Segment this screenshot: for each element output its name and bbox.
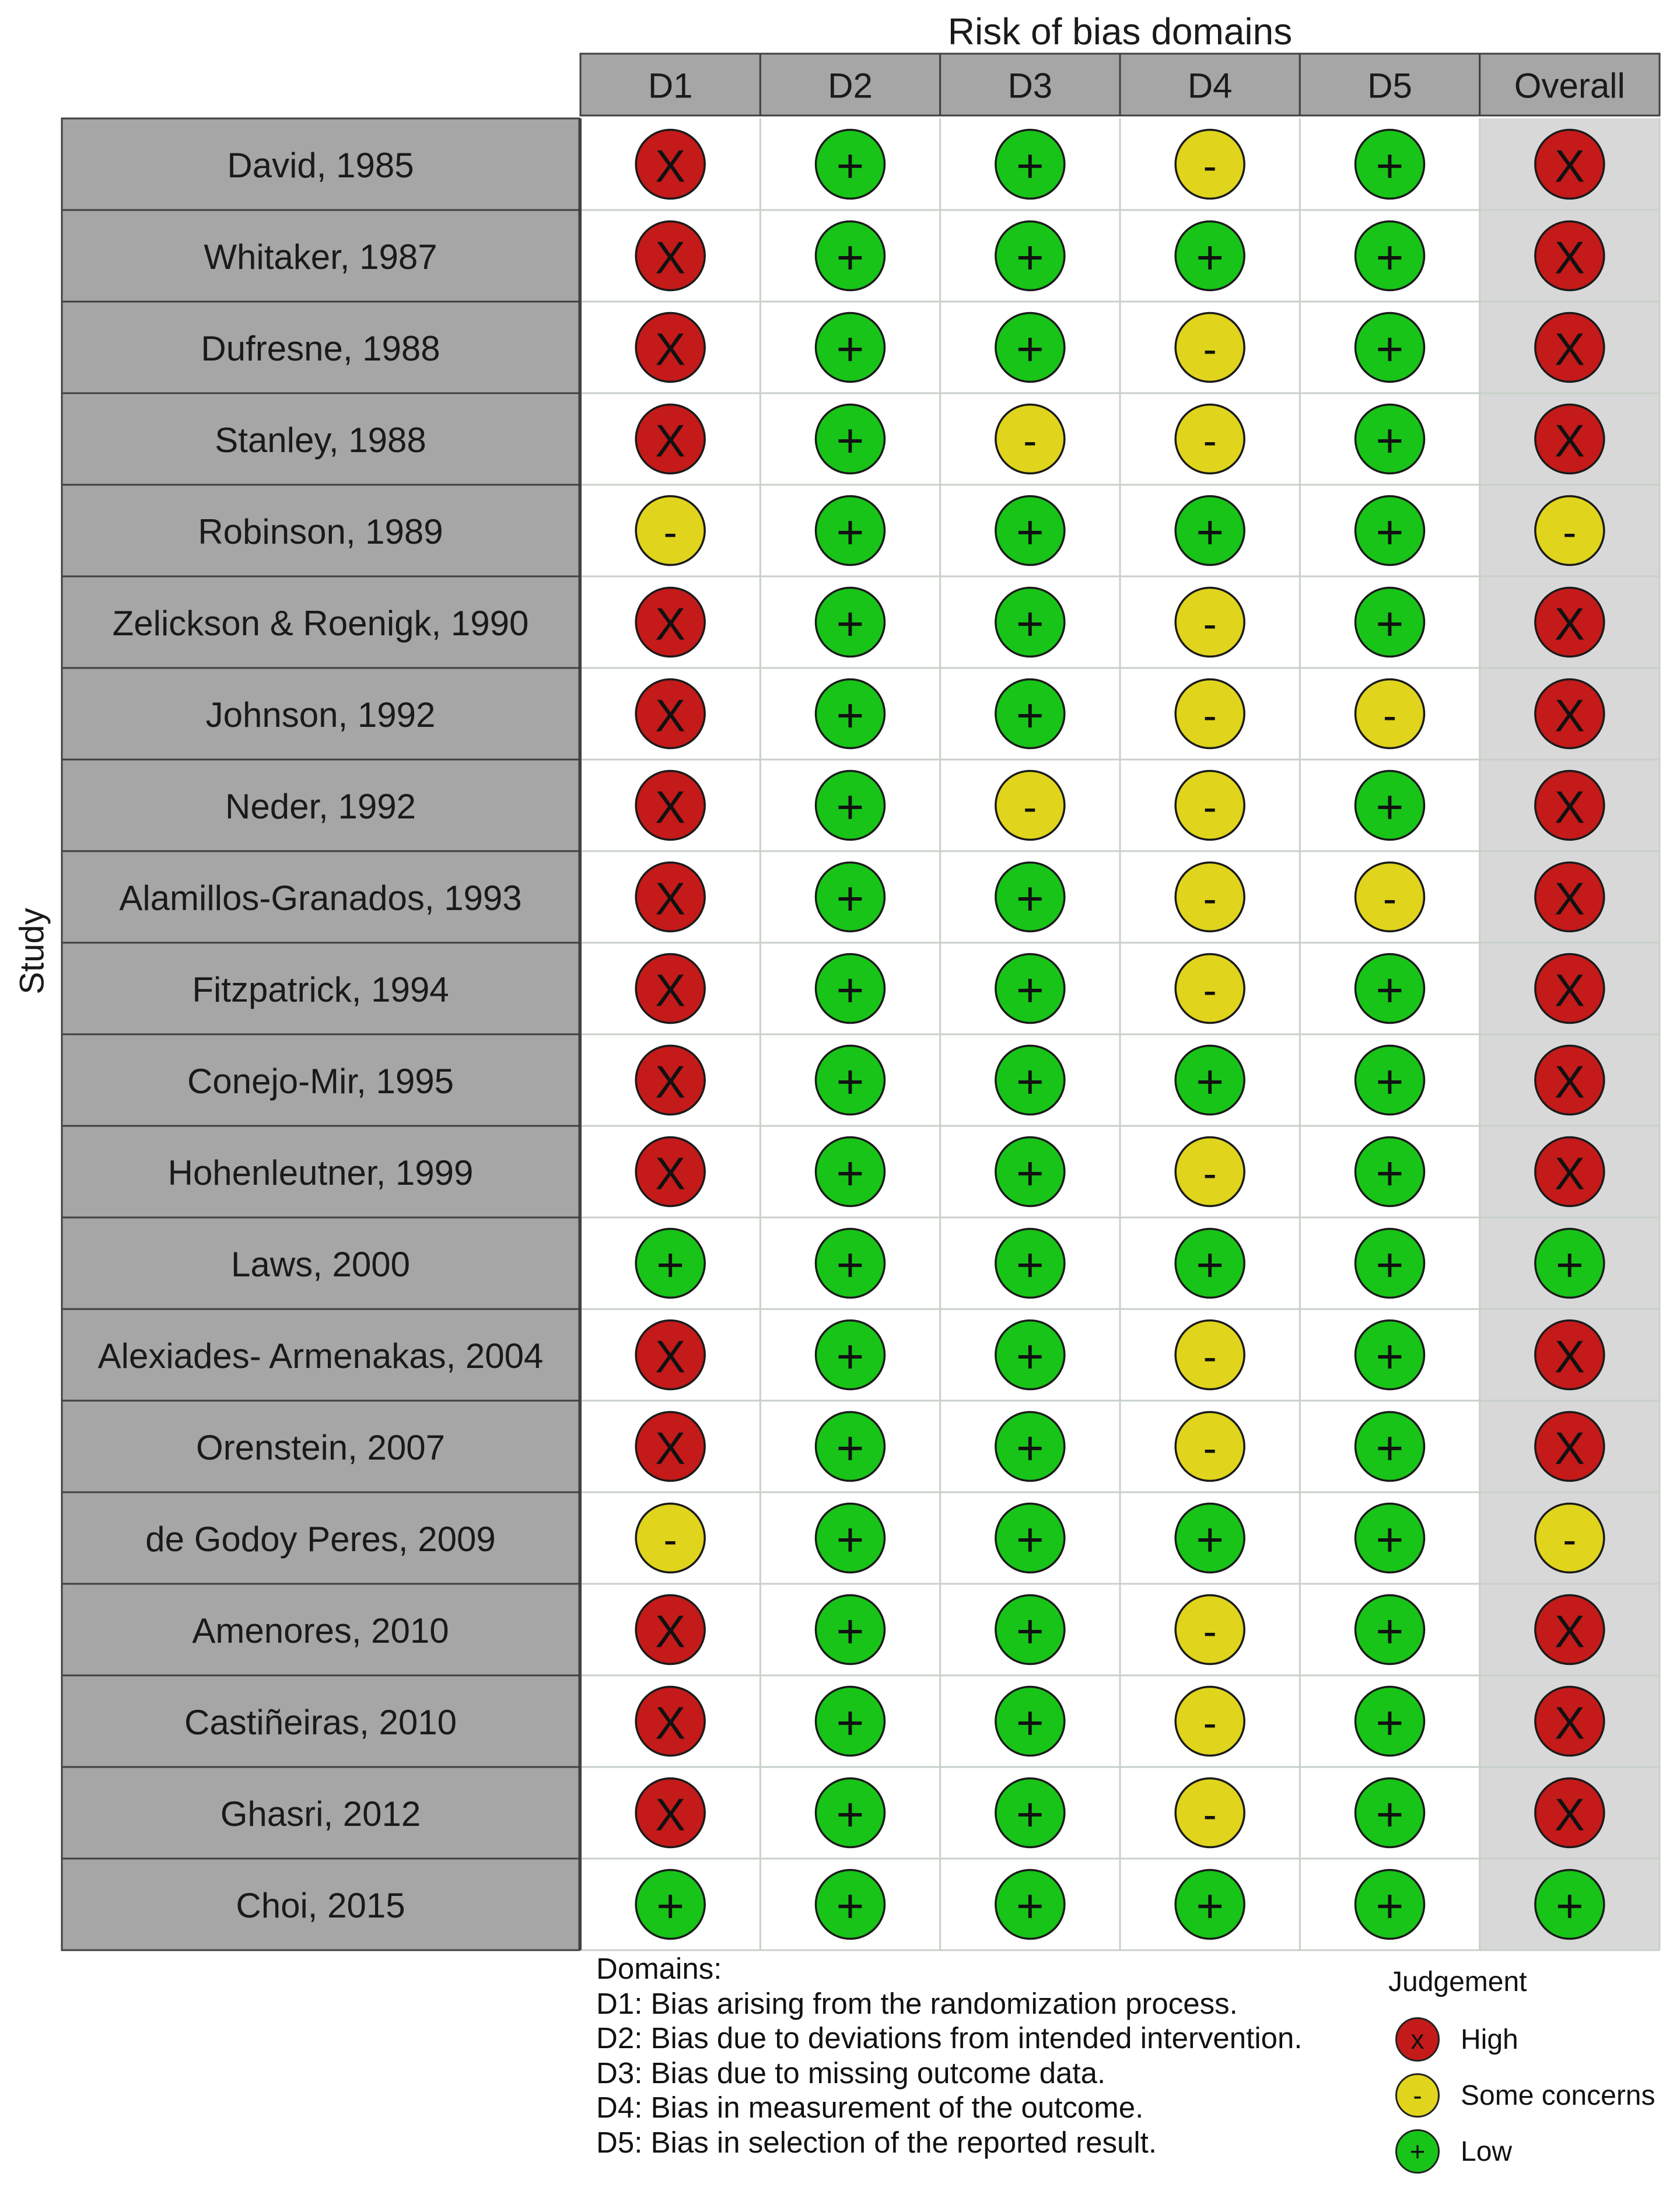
judgement-stanley-1988-d4-symbol: -	[1203, 418, 1217, 464]
judgement-orenstein-2007-d4-symbol: -	[1203, 1425, 1217, 1471]
judgement-orenstein-2007-overall-symbol: X	[1554, 1422, 1585, 1474]
judgement-stanley-1988-d3-symbol: -	[1023, 418, 1037, 464]
judgement-laws-2000-overall-symbol: +	[1555, 1238, 1584, 1292]
judgement-key-low	[1395, 2129, 1512, 2174]
domains-legend-title: Domains:	[596, 1952, 722, 1985]
judgement-choi-2015-d1-symbol: +	[656, 1880, 685, 1933]
judgement-de-godoy-peres-2009-d1-symbol: -	[663, 1517, 677, 1563]
judgement-hohenleutner-1999-d4-symbol: -	[1203, 1150, 1217, 1196]
judgement-dufresne-1988-d5-symbol: +	[1376, 323, 1404, 376]
judgement-choi-2015-overall-symbol: +	[1555, 1880, 1584, 1933]
judgement-david-1985-d2-symbol: +	[836, 139, 864, 193]
domains-legend	[596, 1951, 1303, 2160]
low-risk-icon: +	[1395, 2129, 1440, 2174]
judgement-alamillos-granados-1993-d2-symbol: +	[836, 872, 864, 925]
study-label-robinson-1989: Robinson, 1989	[198, 512, 443, 551]
judgement-whitaker-1987-d5-symbol: +	[1376, 231, 1404, 284]
judgement-dufresne-1988-d1-symbol: X	[655, 323, 686, 375]
judgement-whitaker-1987-overall-symbol: X	[1554, 232, 1585, 284]
judgement-robinson-1989-overall-symbol: -	[1563, 509, 1577, 555]
study-label-choi-2015: Choi, 2015	[236, 1886, 405, 1925]
judgement-ghasri-2012-d3-symbol: +	[1016, 1788, 1044, 1841]
column-header-label-overall: Overall	[1514, 66, 1625, 106]
y-axis-title: Study	[13, 907, 51, 995]
judgement-fitzpatrick-1994-d4-symbol: -	[1203, 967, 1217, 1013]
domain-legend-d4: D4: Bias in measurement of the outcome.	[596, 2091, 1144, 2124]
judgement-whitaker-1987-d3-symbol: +	[1016, 231, 1044, 284]
judgement-neder-1992-d5-symbol: +	[1376, 781, 1404, 834]
column-header-label-d5: D5	[1367, 66, 1412, 106]
judgement-choi-2015-d5-symbol: +	[1376, 1880, 1404, 1933]
judgement-alamillos-granados-1993-d3-symbol: +	[1016, 872, 1044, 925]
column-header-label-d4: D4	[1187, 66, 1233, 106]
judgement-dufresne-1988-d2-symbol: +	[836, 323, 864, 376]
judgement-laws-2000-d1-symbol: +	[656, 1238, 685, 1292]
judgement-key-some-concerns	[1395, 2073, 1656, 2118]
judgement-neder-1992-d1-symbol: X	[655, 781, 686, 833]
judgement-david-1985-d1-symbol: X	[655, 140, 686, 192]
judgement-alexiades-armenakas-2004-overall-symbol: X	[1554, 1331, 1585, 1383]
judgement-stanley-1988-overall-symbol: X	[1554, 415, 1585, 467]
judgement-amenores-2010-d2-symbol: +	[836, 1605, 864, 1658]
chart-title: Risk of bias domains	[947, 11, 1293, 53]
study-label-alamillos-granados-1993: Alamillos-Granados, 1993	[119, 879, 522, 918]
judgement-amenores-2010-d4-symbol: -	[1203, 1608, 1217, 1654]
judgement-laws-2000-d3-symbol: +	[1016, 1238, 1044, 1292]
judgement-laws-2000-d4-symbol: +	[1196, 1238, 1224, 1292]
judgement-robinson-1989-d1-symbol: -	[663, 509, 677, 555]
judgement-johnson-1992-overall-symbol: X	[1554, 690, 1585, 741]
judgement-amenores-2010-d3-symbol: +	[1016, 1605, 1044, 1658]
study-label-de-godoy-peres-2009: de Godoy Peres, 2009	[145, 1520, 496, 1559]
study-label-stanley-1988: Stanley, 1988	[215, 421, 426, 460]
judgement-whitaker-1987-d2-symbol: +	[836, 231, 864, 284]
judgement-alamillos-granados-1993-overall-symbol: X	[1554, 873, 1585, 925]
study-label-orenstein-2007: Orenstein, 2007	[196, 1428, 445, 1467]
judgement-de-godoy-peres-2009-overall-symbol: -	[1563, 1517, 1577, 1563]
judgement-casti-eiras-2010-d4-symbol: -	[1203, 1700, 1217, 1746]
domain-legend-d3: D3: Bias due to missing outcome data.	[596, 2056, 1106, 2090]
judgement-casti-eiras-2010-overall-symbol: X	[1554, 1697, 1585, 1749]
some-concerns-icon: -	[1395, 2073, 1440, 2118]
judgement-alamillos-granados-1993-d5-symbol: -	[1382, 876, 1397, 922]
judgement-casti-eiras-2010-d1-symbol: X	[655, 1697, 686, 1749]
judgement-key-low-label: Low	[1461, 2136, 1513, 2167]
judgement-de-godoy-peres-2009-d4-symbol: +	[1196, 1513, 1224, 1566]
judgement-orenstein-2007-d2-symbol: +	[836, 1422, 864, 1475]
study-label-amenores-2010: Amenores, 2010	[192, 1611, 449, 1650]
judgement-johnson-1992-d3-symbol: +	[1016, 689, 1044, 742]
study-label-ghasri-2012: Ghasri, 2012	[220, 1794, 421, 1833]
judgement-laws-2000-d2-symbol: +	[836, 1238, 864, 1292]
judgement-ghasri-2012-d1-symbol: X	[655, 1789, 686, 1840]
judgement-amenores-2010-overall-symbol: X	[1554, 1605, 1585, 1657]
judgement-conejo-mir-1995-d4-symbol: +	[1196, 1055, 1224, 1108]
study-label-dufresne-1988: Dufresne, 1988	[201, 329, 440, 368]
judgement-david-1985-d5-symbol: +	[1376, 139, 1404, 193]
judgement-conejo-mir-1995-d2-symbol: +	[836, 1055, 864, 1108]
domain-legend-d2: D2: Bias due to deviations from intended intervention.	[596, 2021, 1303, 2055]
judgement-amenores-2010-d5-symbol: +	[1376, 1605, 1404, 1658]
judgement-orenstein-2007-d3-symbol: +	[1016, 1422, 1044, 1475]
judgement-conejo-mir-1995-d3-symbol: +	[1016, 1055, 1044, 1108]
judgement-whitaker-1987-d1-symbol: X	[655, 232, 686, 284]
judgement-zelickson-roenigk-1990-d5-symbol: +	[1376, 597, 1404, 650]
judgement-ghasri-2012-d5-symbol: +	[1376, 1788, 1404, 1841]
judgement-alamillos-granados-1993-d1-symbol: X	[655, 873, 686, 925]
judgement-zelickson-roenigk-1990-d2-symbol: +	[836, 597, 864, 650]
judgement-david-1985-overall-symbol: X	[1554, 140, 1585, 192]
judgement-conejo-mir-1995-overall-symbol: X	[1554, 1056, 1585, 1108]
judgement-choi-2015-d2-symbol: +	[836, 1880, 864, 1933]
judgement-choi-2015-d4-symbol: +	[1196, 1880, 1224, 1933]
judgement-orenstein-2007-d1-symbol: X	[655, 1422, 686, 1474]
judgement-fitzpatrick-1994-d3-symbol: +	[1016, 964, 1044, 1017]
judgement-stanley-1988-d5-symbol: +	[1376, 414, 1404, 467]
judgement-neder-1992-d3-symbol: -	[1023, 784, 1037, 830]
judgement-ghasri-2012-overall-symbol: X	[1554, 1789, 1585, 1840]
judgement-hohenleutner-1999-d5-symbol: +	[1376, 1147, 1404, 1200]
column-header-label-d3: D3	[1007, 66, 1053, 106]
judgement-de-godoy-peres-2009-d3-symbol: +	[1016, 1513, 1044, 1566]
judgement-key-high-label: High	[1461, 2024, 1518, 2055]
judgement-hohenleutner-1999-overall-symbol: X	[1554, 1147, 1585, 1199]
judgement-dufresne-1988-overall-symbol: X	[1554, 323, 1585, 375]
judgement-johnson-1992-d4-symbol: -	[1203, 692, 1217, 739]
judgement-zelickson-roenigk-1990-overall-symbol: X	[1554, 598, 1585, 650]
judgement-ghasri-2012-d2-symbol: +	[836, 1788, 864, 1841]
study-label-fitzpatrick-1994: Fitzpatrick, 1994	[192, 970, 449, 1009]
judgement-neder-1992-overall-symbol: X	[1554, 781, 1585, 833]
judgement-robinson-1989-d5-symbol: +	[1376, 506, 1404, 559]
judgement-conejo-mir-1995-d5-symbol: +	[1376, 1055, 1404, 1108]
study-label-neder-1992: Neder, 1992	[225, 787, 416, 826]
judgement-key-high	[1395, 2017, 1518, 2062]
study-label-johnson-1992: Johnson, 1992	[205, 695, 436, 734]
judgement-choi-2015-d3-symbol: +	[1016, 1880, 1044, 1933]
column-header-label-d1: D1	[648, 66, 693, 106]
judgement-fitzpatrick-1994-d1-symbol: X	[655, 964, 686, 1016]
judgement-alexiades-armenakas-2004-d1-symbol: X	[655, 1331, 686, 1383]
study-label-alexiades-armenakas-2004: Alexiades- Armenakas, 2004	[97, 1336, 544, 1376]
judgement-dufresne-1988-d4-symbol: -	[1203, 326, 1217, 372]
judgement-key-some-concerns-label: Some concerns	[1461, 2080, 1656, 2111]
judgement-legend-title: Judgement	[1388, 1966, 1527, 1997]
judgement-amenores-2010-d1-symbol: X	[655, 1605, 686, 1657]
study-label-conejo-mir-1995: Conejo-Mir, 1995	[187, 1062, 454, 1101]
judgement-johnson-1992-d1-symbol: X	[655, 690, 686, 741]
judgement-ghasri-2012-d4-symbol: -	[1203, 1791, 1217, 1838]
judgement-whitaker-1987-d4-symbol: +	[1196, 231, 1224, 284]
judgement-casti-eiras-2010-d2-symbol: +	[836, 1696, 864, 1749]
study-label-laws-2000: Laws, 2000	[231, 1245, 410, 1284]
study-label-david-1985: David, 1985	[227, 146, 414, 185]
judgement-neder-1992-d4-symbol: -	[1203, 784, 1217, 830]
judgement-dufresne-1988-d3-symbol: +	[1016, 323, 1044, 376]
judgement-stanley-1988-d2-symbol: +	[836, 414, 864, 467]
judgement-zelickson-roenigk-1990-d4-symbol: -	[1203, 601, 1217, 647]
judgement-alexiades-armenakas-2004-d5-symbol: +	[1376, 1330, 1404, 1383]
study-label-hohenleutner-1999: Hohenleutner, 1999	[167, 1153, 474, 1192]
judgement-david-1985-d3-symbol: +	[1016, 139, 1044, 193]
judgement-hohenleutner-1999-d1-symbol: X	[655, 1147, 686, 1199]
judgement-robinson-1989-d4-symbol: +	[1196, 506, 1224, 559]
judgement-casti-eiras-2010-d5-symbol: +	[1376, 1696, 1404, 1749]
judgement-robinson-1989-d3-symbol: +	[1016, 506, 1044, 559]
study-label-casti-eiras-2010: Castiñeiras, 2010	[184, 1703, 457, 1742]
judgement-zelickson-roenigk-1990-d1-symbol: X	[655, 598, 686, 650]
judgement-hohenleutner-1999-d2-symbol: +	[836, 1147, 864, 1200]
judgement-alexiades-armenakas-2004-d3-symbol: +	[1016, 1330, 1044, 1383]
judgement-johnson-1992-d5-symbol: -	[1382, 692, 1397, 739]
judgement-hohenleutner-1999-d3-symbol: +	[1016, 1147, 1044, 1200]
judgement-de-godoy-peres-2009-d2-symbol: +	[836, 1513, 864, 1566]
judgement-orenstein-2007-d5-symbol: +	[1376, 1422, 1404, 1475]
judgement-fitzpatrick-1994-overall-symbol: X	[1554, 964, 1585, 1016]
study-label-whitaker-1987: Whitaker, 1987	[204, 237, 438, 277]
judgement-de-godoy-peres-2009-d5-symbol: +	[1376, 1513, 1404, 1566]
domain-legend-d1: D1: Bias arising from the randomization process.	[596, 1986, 1238, 2020]
judgement-johnson-1992-d2-symbol: +	[836, 689, 864, 742]
judgement-casti-eiras-2010-d3-symbol: +	[1016, 1696, 1044, 1749]
column-header-label-d2: D2	[828, 66, 873, 106]
judgement-david-1985-d4-symbol: -	[1203, 143, 1217, 189]
judgement-zelickson-roenigk-1990-d3-symbol: +	[1016, 597, 1044, 650]
judgement-fitzpatrick-1994-d2-symbol: +	[836, 964, 864, 1017]
judgement-alamillos-granados-1993-d4-symbol: -	[1203, 876, 1217, 922]
judgement-robinson-1989-d2-symbol: +	[836, 506, 864, 559]
judgement-stanley-1988-d1-symbol: X	[655, 415, 686, 467]
study-label-zelickson-roenigk-1990: Zelickson & Roenigk, 1990	[112, 604, 529, 643]
judgement-neder-1992-d2-symbol: +	[836, 781, 864, 834]
judgement-alexiades-armenakas-2004-d4-symbol: -	[1203, 1334, 1217, 1380]
high-risk-icon: x	[1395, 2017, 1440, 2062]
judgement-laws-2000-d5-symbol: +	[1376, 1238, 1404, 1292]
judgement-fitzpatrick-1994-d5-symbol: +	[1376, 964, 1404, 1017]
judgement-conejo-mir-1995-d1-symbol: X	[655, 1056, 686, 1108]
domain-legend-d5: D5: Bias in selection of the reported result.	[596, 2125, 1157, 2159]
judgement-alexiades-armenakas-2004-d2-symbol: +	[836, 1330, 864, 1383]
